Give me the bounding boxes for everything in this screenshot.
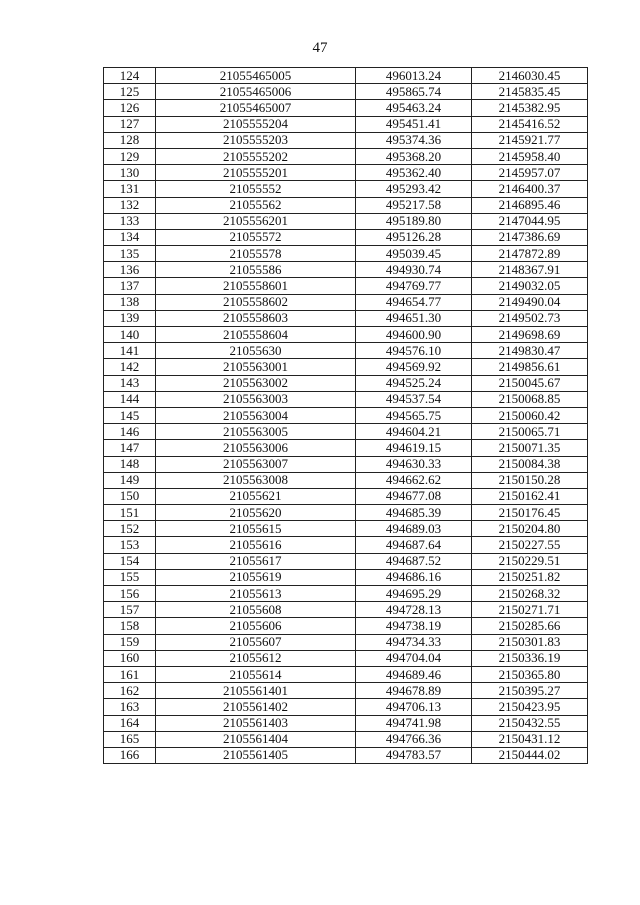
row-index-cell: 157 — [104, 602, 156, 618]
point-id-cell: 2105561402 — [156, 699, 356, 715]
x-coordinate-cell: 494685.39 — [356, 505, 472, 521]
x-coordinate-cell: 495039.45 — [356, 246, 472, 262]
x-coordinate-cell: 495368.20 — [356, 148, 472, 164]
y-coordinate-cell: 2145921.77 — [472, 132, 588, 148]
row-index-cell: 166 — [104, 747, 156, 763]
row-index-cell: 138 — [104, 294, 156, 310]
y-coordinate-cell: 2150060.42 — [472, 407, 588, 423]
y-coordinate-cell: 2145958.40 — [472, 148, 588, 164]
point-id-cell: 21055578 — [156, 246, 356, 262]
y-coordinate-cell: 2145416.52 — [472, 116, 588, 132]
point-id-cell: 2105563007 — [156, 456, 356, 472]
x-coordinate-cell: 494689.03 — [356, 521, 472, 537]
row-index-cell: 129 — [104, 148, 156, 164]
y-coordinate-cell: 2150204.80 — [472, 521, 588, 537]
row-index-cell: 144 — [104, 391, 156, 407]
row-index-cell: 145 — [104, 407, 156, 423]
row-index-cell: 142 — [104, 359, 156, 375]
y-coordinate-cell: 2146895.46 — [472, 197, 588, 213]
x-coordinate-cell: 494630.33 — [356, 456, 472, 472]
y-coordinate-cell: 2150444.02 — [472, 747, 588, 763]
y-coordinate-cell: 2149830.47 — [472, 343, 588, 359]
row-index-cell: 132 — [104, 197, 156, 213]
row-index-cell: 149 — [104, 472, 156, 488]
coordinates-table-body — [104, 68, 588, 764]
table-row — [104, 213, 588, 229]
table-row — [104, 68, 588, 84]
point-id-cell: 2105555202 — [156, 148, 356, 164]
point-id-cell: 21055552 — [156, 181, 356, 197]
table-row — [104, 472, 588, 488]
point-id-cell: 2105556201 — [156, 213, 356, 229]
table-row — [104, 569, 588, 585]
row-index-cell: 134 — [104, 229, 156, 245]
point-id-cell: 2105555201 — [156, 165, 356, 181]
point-id-cell: 2105555204 — [156, 116, 356, 132]
y-coordinate-cell: 2150365.80 — [472, 666, 588, 682]
x-coordinate-cell: 494706.13 — [356, 699, 472, 715]
x-coordinate-cell: 495189.80 — [356, 213, 472, 229]
table-row — [104, 132, 588, 148]
point-id-cell: 21055614 — [156, 666, 356, 682]
x-coordinate-cell: 494687.52 — [356, 553, 472, 569]
table-row — [104, 391, 588, 407]
row-index-cell: 137 — [104, 278, 156, 294]
y-coordinate-cell: 2150229.51 — [472, 553, 588, 569]
point-id-cell: 2105555203 — [156, 132, 356, 148]
x-coordinate-cell: 494537.54 — [356, 391, 472, 407]
y-coordinate-cell: 2147044.95 — [472, 213, 588, 229]
table-row — [104, 456, 588, 472]
page-number: 47 — [312, 40, 328, 56]
y-coordinate-cell: 2150150.28 — [472, 472, 588, 488]
y-coordinate-cell: 2150162.41 — [472, 488, 588, 504]
y-coordinate-cell: 2150227.55 — [472, 537, 588, 553]
table-row — [104, 407, 588, 423]
x-coordinate-cell: 494525.24 — [356, 375, 472, 391]
point-id-cell: 21055613 — [156, 586, 356, 602]
point-id-cell: 2105561404 — [156, 731, 356, 747]
y-coordinate-cell: 2150431.12 — [472, 731, 588, 747]
y-coordinate-cell: 2150395.27 — [472, 683, 588, 699]
point-id-cell: 21055572 — [156, 229, 356, 245]
table-row — [104, 537, 588, 553]
point-id-cell: 21055612 — [156, 650, 356, 666]
point-id-cell: 21055616 — [156, 537, 356, 553]
y-coordinate-cell: 2150336.19 — [472, 650, 588, 666]
row-index-cell: 133 — [104, 213, 156, 229]
point-id-cell: 21055630 — [156, 343, 356, 359]
table-row — [104, 310, 588, 326]
point-id-cell: 2105558601 — [156, 278, 356, 294]
row-index-cell: 128 — [104, 132, 156, 148]
table-row — [104, 699, 588, 715]
table-row — [104, 375, 588, 391]
row-index-cell: 162 — [104, 683, 156, 699]
x-coordinate-cell: 494677.08 — [356, 488, 472, 504]
y-coordinate-cell: 2148367.91 — [472, 262, 588, 278]
point-id-cell: 2105561405 — [156, 747, 356, 763]
table-row — [104, 602, 588, 618]
table-row — [104, 521, 588, 537]
point-id-cell: 2105563006 — [156, 440, 356, 456]
x-coordinate-cell: 494689.46 — [356, 666, 472, 682]
row-index-cell: 124 — [104, 68, 156, 84]
point-id-cell: 21055606 — [156, 618, 356, 634]
y-coordinate-cell: 2150068.85 — [472, 391, 588, 407]
y-coordinate-cell: 2145835.45 — [472, 84, 588, 100]
row-index-cell: 159 — [104, 634, 156, 650]
y-coordinate-cell: 2150285.66 — [472, 618, 588, 634]
row-index-cell: 127 — [104, 116, 156, 132]
x-coordinate-cell: 494734.33 — [356, 634, 472, 650]
y-coordinate-cell: 2150271.71 — [472, 602, 588, 618]
x-coordinate-cell: 494576.10 — [356, 343, 472, 359]
point-id-cell: 21055586 — [156, 262, 356, 278]
table-row — [104, 586, 588, 602]
row-index-cell: 164 — [104, 715, 156, 731]
table-row — [104, 488, 588, 504]
table-row — [104, 181, 588, 197]
point-id-cell: 21055620 — [156, 505, 356, 521]
x-coordinate-cell: 495126.28 — [356, 229, 472, 245]
coordinates-table — [103, 67, 588, 764]
point-id-cell: 2105563008 — [156, 472, 356, 488]
x-coordinate-cell: 494687.64 — [356, 537, 472, 553]
point-id-cell: 2105558602 — [156, 294, 356, 310]
row-index-cell: 161 — [104, 666, 156, 682]
y-coordinate-cell: 2150432.55 — [472, 715, 588, 731]
x-coordinate-cell: 494654.77 — [356, 294, 472, 310]
x-coordinate-cell: 494769.77 — [356, 278, 472, 294]
y-coordinate-cell: 2150045.67 — [472, 375, 588, 391]
y-coordinate-cell: 2149856.61 — [472, 359, 588, 375]
x-coordinate-cell: 494741.98 — [356, 715, 472, 731]
table-row — [104, 634, 588, 650]
table-row — [104, 553, 588, 569]
table-row — [104, 440, 588, 456]
row-index-cell: 158 — [104, 618, 156, 634]
y-coordinate-cell: 2145382.95 — [472, 100, 588, 116]
y-coordinate-cell: 2146030.45 — [472, 68, 588, 84]
x-coordinate-cell: 494569.92 — [356, 359, 472, 375]
row-index-cell: 140 — [104, 327, 156, 343]
point-id-cell: 2105563003 — [156, 391, 356, 407]
table-row — [104, 666, 588, 682]
row-index-cell: 156 — [104, 586, 156, 602]
y-coordinate-cell: 2149502.73 — [472, 310, 588, 326]
x-coordinate-cell: 495451.41 — [356, 116, 472, 132]
row-index-cell: 130 — [104, 165, 156, 181]
table-row — [104, 165, 588, 181]
row-index-cell: 135 — [104, 246, 156, 262]
row-index-cell: 125 — [104, 84, 156, 100]
point-id-cell: 2105563004 — [156, 407, 356, 423]
table-row — [104, 731, 588, 747]
row-index-cell: 148 — [104, 456, 156, 472]
x-coordinate-cell: 494678.89 — [356, 683, 472, 699]
table-row — [104, 278, 588, 294]
row-index-cell: 163 — [104, 699, 156, 715]
table-row — [104, 650, 588, 666]
row-index-cell: 143 — [104, 375, 156, 391]
row-index-cell: 154 — [104, 553, 156, 569]
table-row — [104, 116, 588, 132]
x-coordinate-cell: 494686.16 — [356, 569, 472, 585]
table-row — [104, 197, 588, 213]
row-index-cell: 147 — [104, 440, 156, 456]
y-coordinate-cell: 2147872.89 — [472, 246, 588, 262]
point-id-cell: 21055619 — [156, 569, 356, 585]
table-row — [104, 683, 588, 699]
x-coordinate-cell: 494604.21 — [356, 424, 472, 440]
table-row — [104, 747, 588, 763]
y-coordinate-cell: 2149032.05 — [472, 278, 588, 294]
row-index-cell: 146 — [104, 424, 156, 440]
x-coordinate-cell: 494783.57 — [356, 747, 472, 763]
point-id-cell: 2105558603 — [156, 310, 356, 326]
row-index-cell: 131 — [104, 181, 156, 197]
y-coordinate-cell: 2146400.37 — [472, 181, 588, 197]
point-id-cell: 2105563005 — [156, 424, 356, 440]
table-row — [104, 343, 588, 359]
point-id-cell: 2105563001 — [156, 359, 356, 375]
row-index-cell: 126 — [104, 100, 156, 116]
row-index-cell: 165 — [104, 731, 156, 747]
x-coordinate-cell: 494738.19 — [356, 618, 472, 634]
x-coordinate-cell: 494695.29 — [356, 586, 472, 602]
point-id-cell: 21055617 — [156, 553, 356, 569]
point-id-cell: 21055621 — [156, 488, 356, 504]
x-coordinate-cell: 494662.62 — [356, 472, 472, 488]
x-coordinate-cell: 495374.36 — [356, 132, 472, 148]
x-coordinate-cell: 495865.74 — [356, 84, 472, 100]
y-coordinate-cell: 2150176.45 — [472, 505, 588, 521]
point-id-cell: 21055465006 — [156, 84, 356, 100]
point-id-cell: 21055465005 — [156, 68, 356, 84]
table-row — [104, 618, 588, 634]
point-id-cell: 2105561401 — [156, 683, 356, 699]
table-row — [104, 424, 588, 440]
row-index-cell: 139 — [104, 310, 156, 326]
y-coordinate-cell: 2150251.82 — [472, 569, 588, 585]
x-coordinate-cell: 494600.90 — [356, 327, 472, 343]
row-index-cell: 155 — [104, 569, 156, 585]
x-coordinate-cell: 495217.58 — [356, 197, 472, 213]
y-coordinate-cell: 2147386.69 — [472, 229, 588, 245]
point-id-cell: 21055465007 — [156, 100, 356, 116]
table-row — [104, 148, 588, 164]
x-coordinate-cell: 495293.42 — [356, 181, 472, 197]
y-coordinate-cell: 2150084.38 — [472, 456, 588, 472]
y-coordinate-cell: 2150071.35 — [472, 440, 588, 456]
row-index-cell: 150 — [104, 488, 156, 504]
y-coordinate-cell: 2150301.83 — [472, 634, 588, 650]
row-index-cell: 160 — [104, 650, 156, 666]
point-id-cell: 21055608 — [156, 602, 356, 618]
x-coordinate-cell: 494728.13 — [356, 602, 472, 618]
y-coordinate-cell: 2149490.04 — [472, 294, 588, 310]
table-row — [104, 327, 588, 343]
table-row — [104, 715, 588, 731]
row-index-cell: 153 — [104, 537, 156, 553]
row-index-cell: 151 — [104, 505, 156, 521]
x-coordinate-cell: 495463.24 — [356, 100, 472, 116]
x-coordinate-cell: 496013.24 — [356, 68, 472, 84]
table-row — [104, 294, 588, 310]
y-coordinate-cell: 2150268.32 — [472, 586, 588, 602]
y-coordinate-cell: 2145957.07 — [472, 165, 588, 181]
point-id-cell: 21055607 — [156, 634, 356, 650]
x-coordinate-cell: 494619.15 — [356, 440, 472, 456]
table-row — [104, 262, 588, 278]
x-coordinate-cell: 494766.36 — [356, 731, 472, 747]
row-index-cell: 141 — [104, 343, 156, 359]
table-row — [104, 246, 588, 262]
x-coordinate-cell: 494651.30 — [356, 310, 472, 326]
point-id-cell: 21055615 — [156, 521, 356, 537]
x-coordinate-cell: 495362.40 — [356, 165, 472, 181]
point-id-cell: 2105563002 — [156, 375, 356, 391]
table-row — [104, 100, 588, 116]
point-id-cell: 21055562 — [156, 197, 356, 213]
row-index-cell: 152 — [104, 521, 156, 537]
point-id-cell: 2105558604 — [156, 327, 356, 343]
y-coordinate-cell: 2149698.69 — [472, 327, 588, 343]
row-index-cell: 136 — [104, 262, 156, 278]
y-coordinate-cell: 2150065.71 — [472, 424, 588, 440]
x-coordinate-cell: 494704.04 — [356, 650, 472, 666]
table-row — [104, 359, 588, 375]
table-row — [104, 229, 588, 245]
x-coordinate-cell: 494930.74 — [356, 262, 472, 278]
point-id-cell: 2105561403 — [156, 715, 356, 731]
table-row — [104, 84, 588, 100]
table-row — [104, 505, 588, 521]
y-coordinate-cell: 2150423.95 — [472, 699, 588, 715]
x-coordinate-cell: 494565.75 — [356, 407, 472, 423]
